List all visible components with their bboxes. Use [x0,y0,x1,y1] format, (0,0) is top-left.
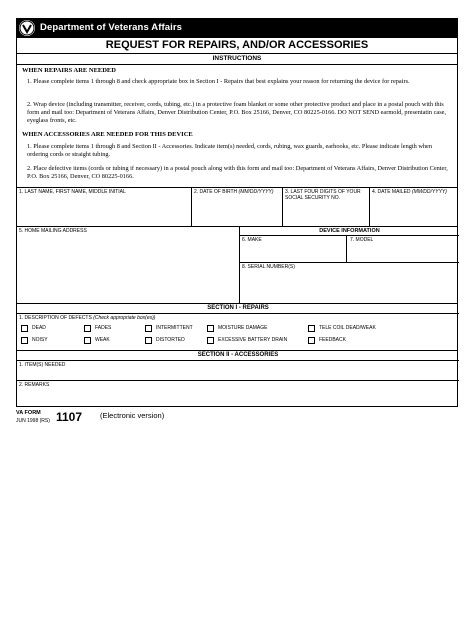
ssn-label: 3. LAST FOUR DIGITS OF YOUR SOCIAL SECURITY NO. [285,189,361,201]
address-device-section [16,227,458,304]
department-name: Department of Veterans Affairs [40,22,183,33]
form-version: (Electronic version) [100,411,165,420]
serial-input[interactable] [240,271,459,303]
items-needed-input[interactable] [17,368,459,380]
date-mailed-format: (MM/DD/YYYY) [411,189,447,195]
label-battery-drain: EXCESSIVE BATTERY DRAIN [218,337,288,343]
checkbox-intermittent[interactable] [145,325,152,332]
label-noisy: NOISY [32,337,48,343]
form-number: 1107 [56,410,83,424]
checkbox-weak[interactable] [84,337,91,344]
defects-label [19,315,155,321]
dob-label [194,189,274,195]
name-label: 1. LAST NAME, FIRST NAME, MIDDLE INITIAL [19,189,126,195]
make-input[interactable] [240,244,346,262]
dob-input[interactable] [192,196,282,226]
checkbox-battery-drain[interactable] [207,337,214,344]
divider [17,360,459,361]
label-dead: DEAD [32,325,46,331]
date-mailed-label [372,189,447,195]
divider [17,380,459,381]
divider [240,262,459,263]
label-feedback: FEEDBACK [319,337,346,343]
repairs-section-heading: SECTION I - REPAIRS [207,305,269,311]
checkbox-dead[interactable] [21,325,28,332]
defects-label-text: 1. DESCRIPTION OF DEFECTS [19,315,92,321]
va-form-label: VA FORM [16,410,41,416]
make-label: 6. MAKE [242,237,262,243]
identity-section [16,188,458,227]
accessories-section-heading: SECTION II - ACCESSORIES [197,352,279,358]
label-intermittent: INTERMITTENT [156,325,193,331]
checkbox-feedback[interactable] [308,337,315,344]
label-moisture-damage: MOISTURE DAMAGE [218,325,268,331]
label-tele-coil: TELE COIL DEAD/WEAK [319,325,376,331]
divider [240,235,459,236]
form-date: JUN 1998 (RS) [16,418,50,424]
dob-label-text: 2. DATE OF BIRTH [194,189,238,195]
va-form-1107 [16,18,458,407]
date-mailed-label-text: 4. DATE MAILED [372,189,411,195]
checkbox-fades[interactable] [84,325,91,332]
remarks-label: 2. REMARKS [19,382,50,388]
accessories-step-1: 1. Please complete items 1 through 8 and Section II - Accessories. Indicate item(s) needed, cords, rubing, wax guards, earhooks, etc. Please indicate length when ordering cords or straight tubing. [27,143,432,158]
repairs-step-2: 2. Wrap device (including transmitter, receiver, cords, tubing, etc.) in a protective foam blanket or some other protective product and place in a postal pouch with this form and mail too: Department of Veterans Affairs, Denver Distribution Center, P.O. Box 25166, Denver, CO 80225-0166. DO NOT SEND earmold, presentatin case, eyeglass fronts, etc. [27,101,447,124]
address-label: 5. HOME MAILING ADDRESS [19,228,87,234]
checkbox-distorted[interactable] [145,337,152,344]
checkbox-tele-coil[interactable] [308,325,315,332]
label-weak: WEAK [95,337,110,343]
department-banner [16,18,458,38]
repairs-heading: WHEN REPAIRS ARE NEEDED [22,67,116,74]
date-mailed-input[interactable] [370,196,458,226]
model-input[interactable] [347,244,459,262]
repairs-section [16,304,458,351]
form-title: REQUEST FOR REPAIRS, AND/OR ACCESSORIES [16,38,458,54]
instructions-block [16,65,458,188]
va-seal-icon [19,20,35,36]
label-fades: FADES [95,325,112,331]
accessories-step-2: 2. Place defective items (cords or tubing if necessary) in a postal pouch along with this form and mail too: Department of Veterans Affairs, Denver Distribution Center, P.O. Box 25166, Denver, CO 80225-0166. [27,165,448,180]
label-distorted: DISTORTED [156,337,185,343]
checkbox-moisture-damage[interactable] [207,325,214,332]
remarks-input[interactable] [17,388,459,406]
defects-hint: (Check appropriate box(es)) [93,315,156,321]
repairs-step-1: 1. Please complete items 1 through 8 and check appropriate box in Section I - Repairs that best explains your reason for returning the device for repairs. [27,78,410,85]
model-label: 7. MODEL [350,237,374,243]
serial-label: 8. SERIAL NUMBER(S) [242,264,295,270]
device-info-heading: DEVICE INFORMATION [319,228,380,234]
accessories-section [16,351,458,407]
items-needed-label: 1. ITEM(S) NEEDED [19,362,66,368]
address-input[interactable] [17,235,239,303]
dob-format: (MM/DD/YYYY) [238,189,274,195]
divider [17,313,459,314]
checkbox-noisy[interactable] [21,337,28,344]
ssn-input[interactable] [283,204,369,226]
name-input[interactable] [17,196,191,226]
instructions-heading: INSTRUCTIONS [16,54,458,65]
accessories-heading: WHEN ACCESSORIES ARE NEEDED FOR THIS DEVICE [22,131,193,138]
